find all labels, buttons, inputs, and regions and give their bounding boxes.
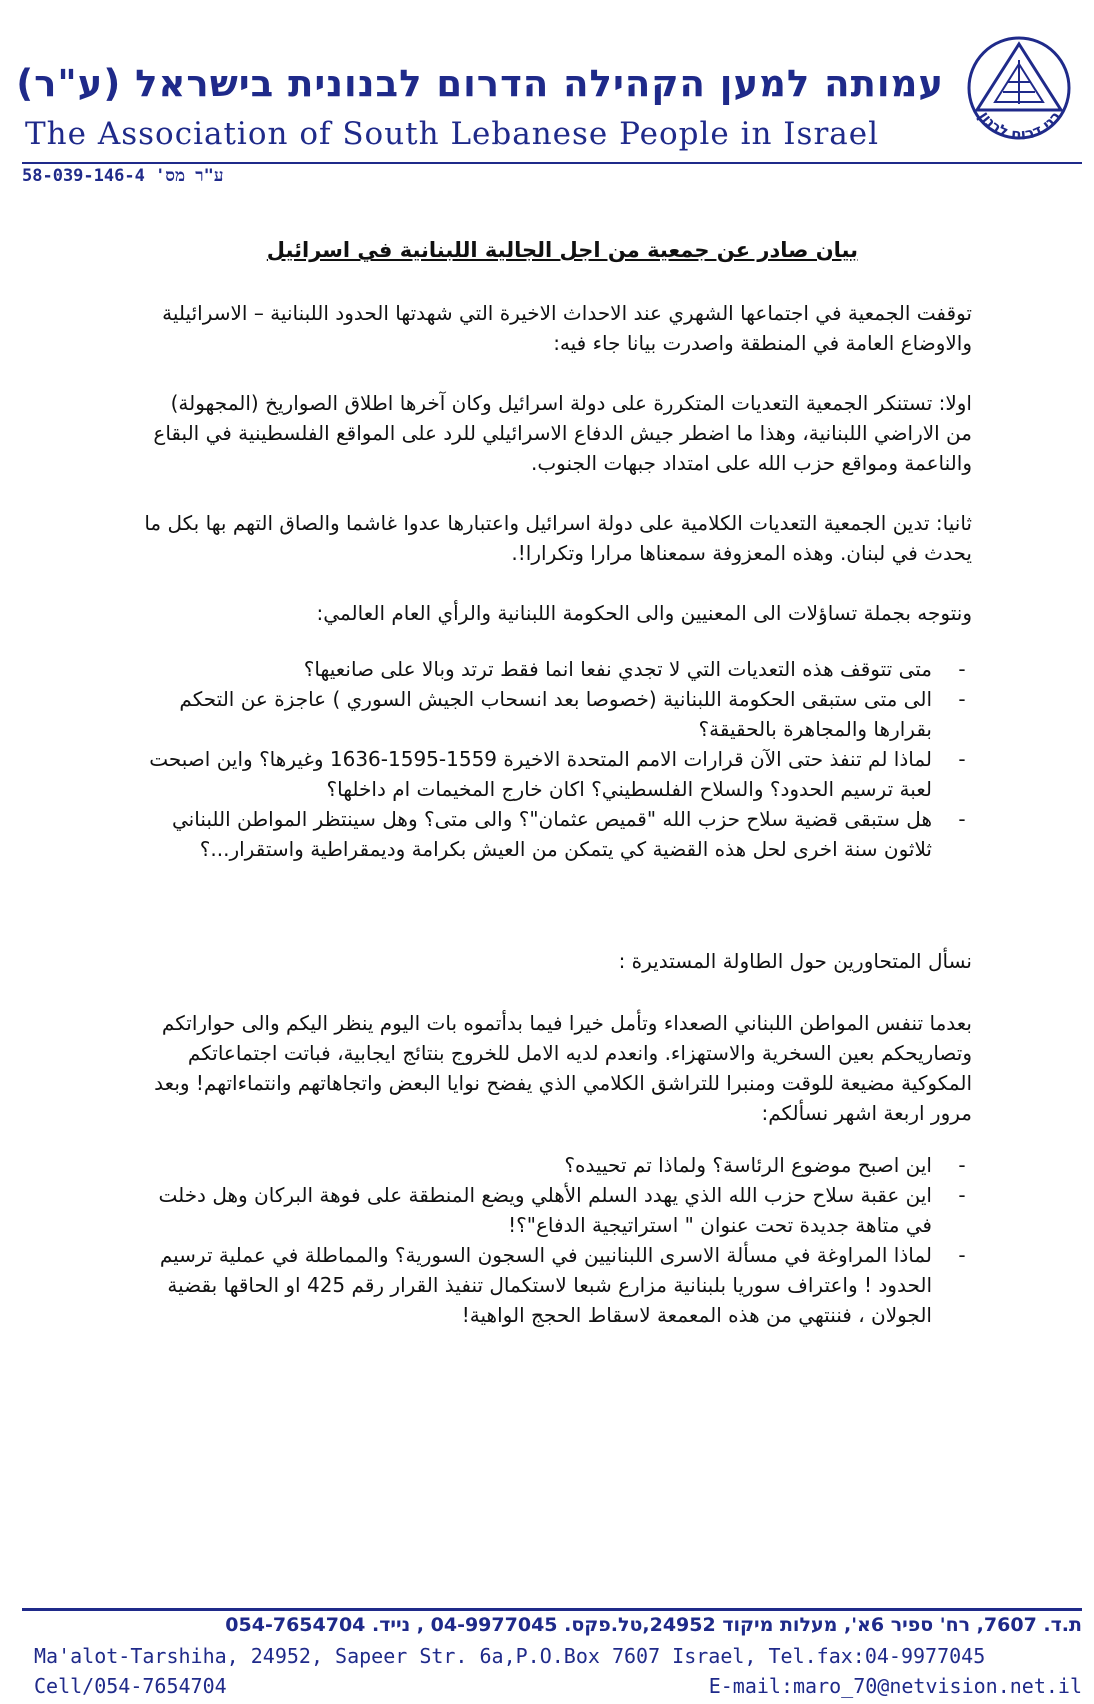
bullet-dash: -	[958, 657, 966, 681]
round-table-text: بعدما تنفس المواطن اللبناني الصعداء وتأمل خيرا فيما بدأتموه بات اليوم ينظر اليكم والى حواراتكم وتصاريحكم بعين السخرية والاستهزاء. وانعدم لديه الامل للخروج بنتائج ايجابية، فباتت اجتماعاتكم المكوكية مضيعة للوقت ومنبرا للتراشق الكلامي الذي يفضح نوايا البعض واتجاهاتهم وانتماءاتهم! وبعد مرور اربعة اشهر نسألكم:	[154, 1011, 972, 1125]
questions-list	[142, 654, 972, 864]
round-table-intro-text: نسأل المتحاورين حول الطاولة المستديرة :	[618, 949, 972, 973]
second-paragraph	[142, 508, 972, 568]
list-item	[142, 654, 972, 684]
round-table-questions-block	[142, 1150, 972, 1330]
first-paragraph	[142, 388, 972, 478]
question-text: الى متى ستبقى الحكومة اللبنانية (خصوصا بعد انسحاب الجيش السوري ) عاجزة عن التحكم بقرارها والمجاهرة بالحقيقة؟	[179, 687, 932, 741]
questions-intro-paragraph	[142, 598, 972, 628]
list-item	[142, 1180, 972, 1240]
round-table-questions-list	[142, 1150, 972, 1330]
header-divider	[22, 162, 1082, 164]
registration-number: ע"ר מס' 58-039-146-4	[22, 166, 224, 186]
question-text: لماذا المراوغة في مسألة الاسرى اللبنانيين في السجون السورية؟ والمماطلة في عملية ترسيم الحدود ! واعتراف سوريا بلبنانية مزارع شبعا لاستكمال تنفيذ القرار رقم 425 او الحاقها بقضية الجولان ، فننتهي من هذه المعمعة لاسقاط الحجج الواهية!	[159, 1243, 932, 1327]
document-title: بيان صادر عن جمعية من اجل الجالية اللبنانية في اسرائيل	[266, 238, 858, 262]
letterhead	[0, 0, 1094, 190]
list-item	[142, 1150, 972, 1180]
intro-text: توقفت الجمعية في اجتماعها الشهري عند الاحداث الاخيرة التي شهدتها الحدود اللبنانية – الاسرائيلية والاوضاع العامة في المنطقة واصدرت بيانا جاء فيه:	[162, 301, 972, 355]
question-text: لماذا لم تنفذ حتى الآن قرارات الامم المتحدة الاخيرة 1559-1595-1636 وغيرها؟ واين اصبحت لعبة ترسيم الحدود؟ والسلاح الفلسطيني؟ اكان خارج المخيمات ام داخلها؟	[149, 747, 932, 801]
footer-hebrew-address: ת.ד. 7607, רח' ספיר 6א', מעלות מיקוד 24952,טל.פקס. 04-9977045 , נייד. 054-7654704	[225, 1614, 1082, 1636]
footer-cell-phone: Cell/054-7654704	[34, 1674, 227, 1698]
list-item	[142, 1240, 972, 1330]
association-logo-icon	[957, 30, 1082, 155]
english-org-name: The Association of South Lebanese People in Israel	[25, 116, 880, 152]
question-text: اين اصبح موضوع الرئاسة؟ ولماذا تم تحييده؟	[564, 1153, 932, 1177]
intro-paragraph	[142, 298, 972, 358]
question-text: هل ستبقى قضية سلاح حزب الله "قميص عثمان"؟ والى متى؟ وهل سينتظر المواطن اللبناني ثلاثون سنة اخرى لحل هذه القضية كي يتمكن من العيش بكرامة وديمقراطية واستقرار...؟	[171, 807, 932, 861]
first-text: اولا: تستنكر الجمعية التعديات المتكررة على دولة اسرائيل وكان آخرها اطلاق الصواريخ (المجهولة) من الاراضي اللبنانية، وهذا ما اضطر جيش الدفاع الاسرائيلي للرد على المواقع الفلسطينية في البقاع والناعمة ومواقع حزب الله على امتداد جبهات الجنوب.	[153, 391, 972, 475]
bullet-dash: -	[958, 1183, 966, 1207]
list-item	[142, 744, 972, 804]
bullet-dash: -	[958, 1243, 966, 1267]
svg-text:בני דרום לבנון	[975, 108, 1065, 144]
question-text: اين عقبة سلاح حزب الله الذي يهدد السلم الأهلي ويضع المنطقة على فوهة البركان وهل دخلت في متاهة جديدة تحت عنوان " استراتيجية الدفاع"؟!	[158, 1183, 932, 1237]
list-item	[142, 804, 972, 864]
bullet-dash: -	[958, 807, 966, 831]
second-text: ثانيا: تدين الجمعية التعديات الكلامية على دولة اسرائيل واعتبارها عدوا غاشما والصاق التهم بها بكل ما يحدث في لبنان. وهذه المعزوفة سمعناها مرارا وتكرارا!.	[144, 511, 972, 565]
list-item	[142, 684, 972, 744]
footer-english-address: Ma'alot-Tarshiha, 24952, Sapeer Str. 6a,P.O.Box 7607 Israel, Tel.fax:04-9977045	[34, 1644, 986, 1668]
questions-list-block	[142, 654, 972, 864]
hebrew-org-name: עמותה למען הקהילה הדרום לבנונית בישראל (ע"ר)	[16, 62, 944, 105]
logo-text: בני דרום לבנון	[975, 107, 1065, 144]
bullet-dash: -	[958, 687, 966, 711]
footer-email: E-mail:maro_70@netvision.net.il	[708, 1674, 1082, 1698]
bullet-dash: -	[958, 747, 966, 771]
bullet-dash: -	[958, 1153, 966, 1177]
round-table-intro-paragraph	[142, 946, 972, 976]
round-table-paragraph	[142, 1008, 972, 1128]
questions-intro-text: ونتوجه بجملة تساؤلات الى المعنيين والى الحكومة اللبنانية والرأي العام العالمي:	[316, 601, 972, 625]
question-text: متى تتوقف هذه التعديات التي لا تجدي نفعا انما فقط ترتد وبالا على صانعيها؟	[303, 657, 932, 681]
footer-divider	[22, 1608, 1082, 1611]
